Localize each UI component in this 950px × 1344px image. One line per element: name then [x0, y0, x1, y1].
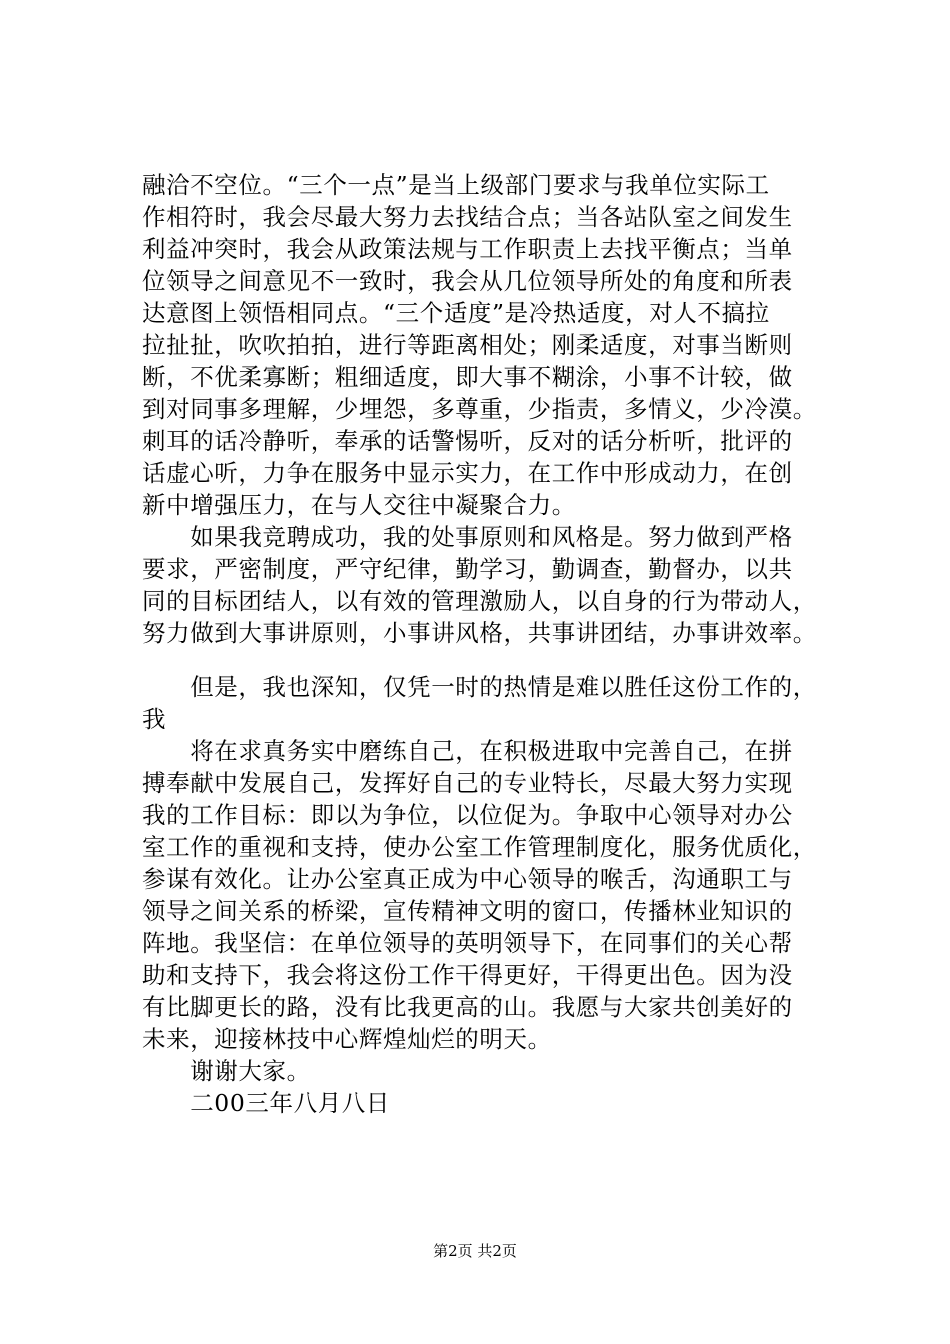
body-line: 断，不优柔寡断；粗细适度，即大事不糊涂，小事不计较，做 [142, 363, 793, 391]
body-line: 我 [142, 705, 167, 733]
body-line: 利益冲突时，我会从政策法规与工作职责上去找平衡点；当单 [142, 235, 793, 263]
body-line: 努力做到大事讲原则，小事讲风格，共事讲团结，办事讲效率。 [142, 619, 817, 647]
body-line: 谢谢大家。 [142, 1057, 311, 1085]
body-line: 融洽不空位。“三个一点”是当上级部门要求与我单位实际工 [142, 171, 770, 199]
body-line: 拉扯扯，吹吹拍拍，进行等距离相处；刚柔适度，对事当断则 [142, 331, 793, 359]
body-line: 搏奉献中发展自己，发挥好自己的专业特长，尽最大努力实现 [142, 769, 793, 797]
body-line: 要求，严密制度，严守纪律，勤学习，勤调查，勤督办，以共 [142, 555, 793, 583]
body-line: 阵地。我坚信：在单位领导的英明领导下，在同事们的关心帮 [142, 929, 793, 957]
body-line: 室工作的重视和支持，使办公室工作管理制度化，服务优质化， [142, 833, 817, 861]
body-line: 刺耳的话冷静听，奉承的话警惕听，反对的话分析听，批评的 [142, 427, 793, 455]
body-line: 位领导之间意见不一致时，我会从几位领导所处的角度和所表 [142, 267, 793, 295]
body-line: 新中增强压力，在与人交往中凝聚合力。 [142, 491, 576, 519]
body-line: 但是，我也深知，仅凭一时的热情是难以胜任这份工作的， [142, 673, 817, 701]
body-line: 参谋有效化。让办公室真正成为中心领导的喉舌，沟通职工与 [142, 865, 793, 893]
body-line: 达意图上领悟相同点。“三个适度”是冷热适度，对人不搞拉 [142, 299, 770, 327]
body-line: 助和支持下，我会将这份工作干得更好，干得更出色。因为没 [142, 961, 793, 989]
body-line: 话虚心听，力争在服务中显示实力，在工作中形成动力，在创 [142, 459, 793, 487]
body-line: 有比脚更长的路，没有比我更高的山。我愿与大家共创美好的 [142, 993, 793, 1021]
page-number-footer: 第2页 共2页 [433, 1242, 517, 1260]
body-line: 我的工作目标：即以为争位，以位促为。争取中心领导对办公 [142, 801, 793, 829]
body-line: 如果我竞聘成功，我的处事原则和风格是。努力做到严格 [142, 523, 793, 551]
body-line: 作相符时，我会尽最大努力去找结合点；当各站队室之间发生 [142, 203, 793, 231]
body-line: 将在求真务实中磨练自己，在积极进取中完善自己，在拼 [142, 737, 793, 765]
body-line: 未来，迎接林技中心辉煌灿烂的明天。 [142, 1025, 552, 1053]
body-line: 同的目标团结人，以有效的管理激励人，以自身的行为带动人， [142, 587, 817, 615]
body-line: 领导之间关系的桥梁，宣传精神文明的窗口，传播林业知识的 [142, 897, 793, 925]
body-line: 二00三年八月八日 [142, 1089, 391, 1117]
body-line: 到对同事多理解，少埋怨，多尊重，少指责，多情义，少冷漠。 [142, 395, 817, 423]
